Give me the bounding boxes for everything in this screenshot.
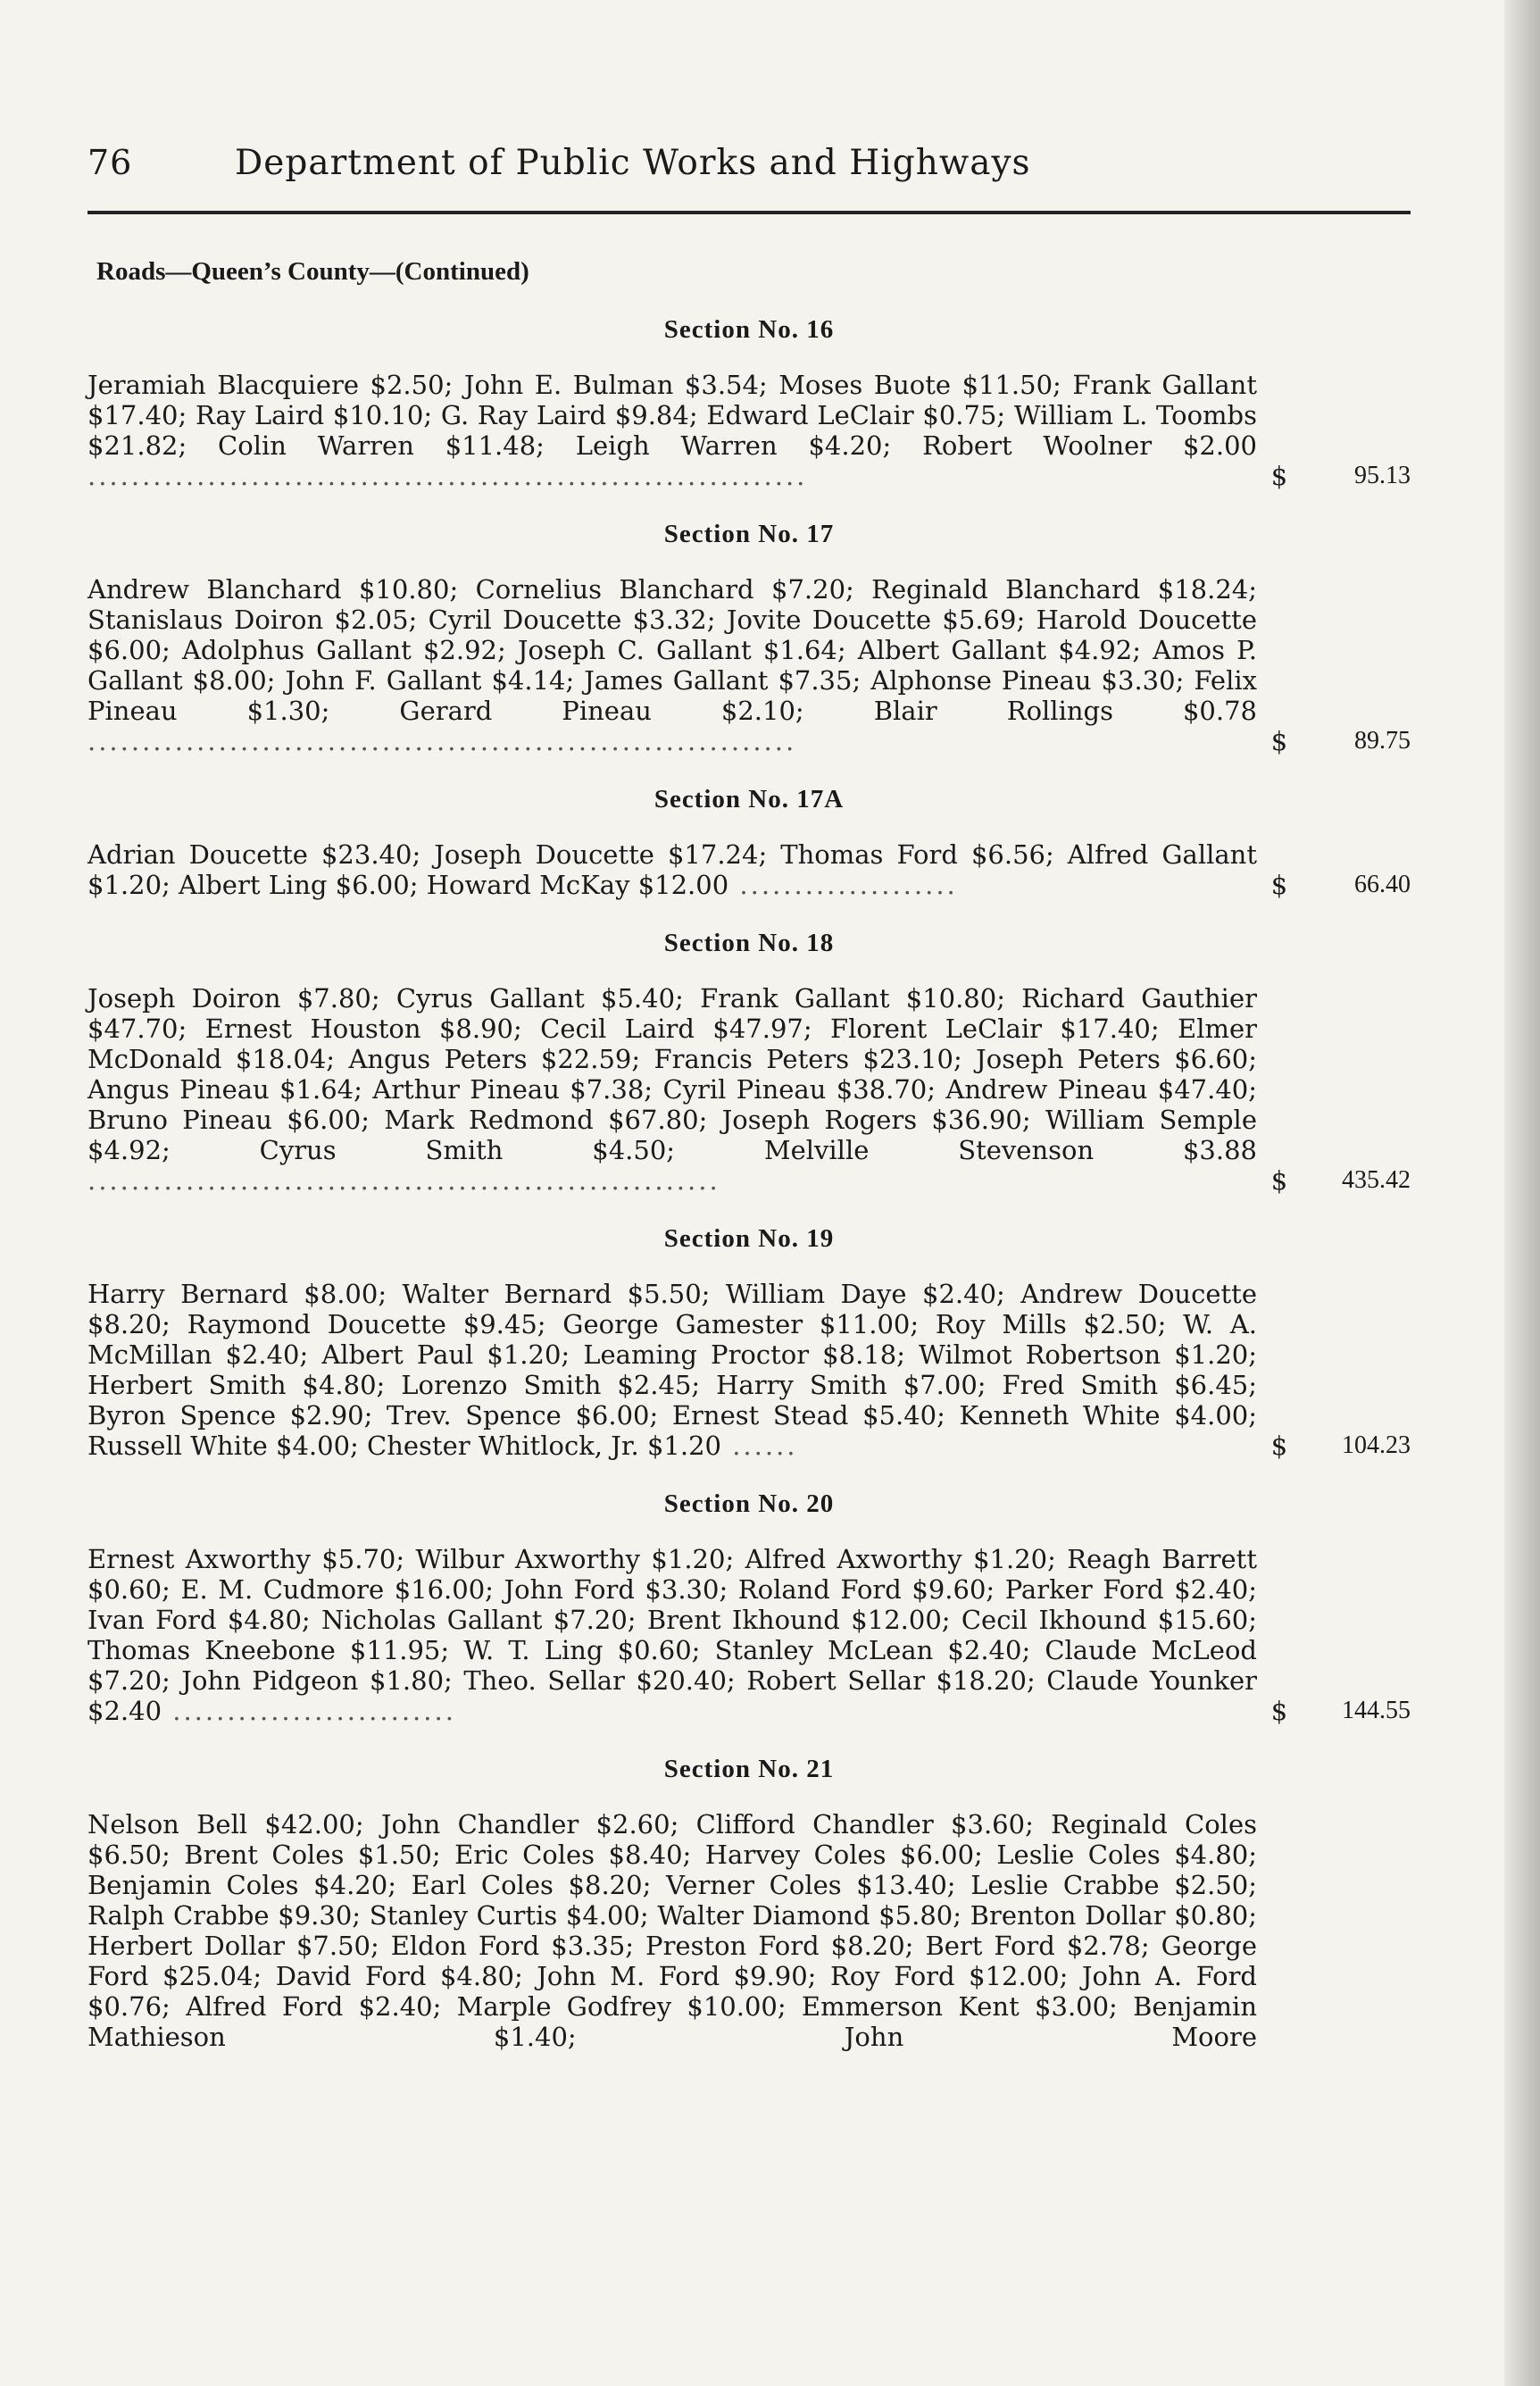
page-edge-shadow bbox=[1504, 0, 1540, 2386]
page-number: 76 bbox=[87, 143, 133, 182]
section-19-text: Harry Bernard $8.00; Walter Bernard $5.50; William Daye $2.40; Andrew Doucette $8.20; Raymond Doucette $9.45; George Gamester $11.00; Roy Mills $2.50; W. A. McMillan $2.40; Albert Paul $1.20; Leaming Proctor $8.18; Wilmot Robertson $1.20; Herbert Smith $4.80; Lorenzo Smith $2.45; Harry Smith $7.00; Fred Smith $6.45; Byron Spence $2.90; Trev. Spence $6.00; Ernest Stead $5.40; Kenneth White $4.00; Russell White $4.00; Chester Whitlock, Jr. $1.20 bbox=[87, 1279, 1257, 1461]
section-title-20: Section No. 20 bbox=[663, 1489, 835, 1518]
section-title-17: Section No. 17 bbox=[663, 520, 835, 548]
section-title-21: Section No. 21 bbox=[663, 1755, 835, 1783]
dot-leader: ................................................................. bbox=[87, 726, 797, 756]
section-title-19: Section No. 19 bbox=[663, 1224, 835, 1253]
section-18-entry bbox=[87, 983, 1411, 1196]
section-heading: Roads—Queen’s County—(Continued) bbox=[96, 257, 529, 286]
section-21-text: Nelson Bell $42.00; John Chandler $2.60; Clifford Chandler $3.60; Reginald Coles $6.50; Brent Coles $1.50; Eric Coles $8.40; Harvey Coles $6.00; Leslie Coles $4.80; Benjamin Coles $4.20; Earl Coles $8.20; Verner Coles $13.40; Leslie Crabbe $2.50; Ralph Crabbe $9.30; Stanley Curtis $4.00; Walter Diamond $5.80; Brenton Dollar $0.80; Herbert Dollar $7.50; Eldon Ford $3.35; Preston Ford $8.20; Bert Ford $2.78; George Ford $25.04; David Ford $4.80; John M. Ford $9.90; Roy Ford $12.00; John A. Ford $0.76; Alfred Ford $2.40; Marple Godfrey $10.00; Emmerson Kent $3.00; Benjamin Mathieson $1.40; John Moore bbox=[87, 1809, 1257, 2052]
dot-leader: .......................................................... bbox=[87, 1165, 720, 1196]
section-17a-entry bbox=[87, 839, 1411, 900]
section-17-entry bbox=[87, 574, 1411, 756]
section-17a-text: Adrian Doucette $23.40; Joseph Doucette $17.24; Thomas Ford $6.56; Alfred Gallant $1.20; Albert Ling $6.00; Howard McKay $12.00 bbox=[87, 839, 1257, 900]
document-page bbox=[87, 143, 1411, 2052]
section-title-17a: Section No. 17A bbox=[653, 785, 845, 813]
section-19-entry bbox=[87, 1279, 1411, 1461]
section-16-currency: $ bbox=[1270, 461, 1288, 491]
section-17a-currency: $ bbox=[1270, 870, 1288, 900]
dot-leader: .................................................................. bbox=[87, 461, 808, 491]
section-20-text: Ernest Axworthy $5.70; Wilbur Axworthy $1.20; Alfred Axworthy $1.20; Reagh Barrett $0.60; E. M. Cudmore $16.00; John Ford $3.30; Roland Ford $9.60; Parker Ford $2.40; Ivan Ford $4.80; Nicholas Gallant $7.20; Brent Ikhound $12.00; Cecil Ikhound $15.60; Thomas Kneebone $11.95; W. T. Ling $0.60; Stanley McLean $2.40; Claude McLeod $7.20; John Pidgeon $1.80; Theo. Sellar $20.40; Robert Sellar $18.20; Claude Younker $2.40 bbox=[87, 1544, 1257, 1726]
section-16-text: Jeramiah Blacquiere $2.50; John E. Bulman $3.54; Moses Buote $11.50; Frank Gallant $17.40; Ray Laird $10.10; G. Ray Laird $9.84; Edward LeClair $0.75; William L. Toombs $21.82; Colin Warren $11.48; Leigh Warren $4.20; Robert Woolner $2.00 bbox=[87, 370, 1257, 461]
section-20-currency: $ bbox=[1270, 1696, 1288, 1726]
section-21-entry bbox=[87, 1809, 1411, 2052]
section-17a-total: 66.40 bbox=[1354, 871, 1411, 898]
section-18-text: Joseph Doiron $7.80; Cyrus Gallant $5.40; Frank Gallant $10.80; Richard Gauthier $47.70; Ernest Houston $8.90; Cecil Laird $47.97; Florent LeClair $17.40; Elmer McDonald $18.04; Angus Peters $22.59; Francis Peters $23.10; Joseph Peters $6.60; Angus Pineau $1.64; Arthur Pineau $7.38; Cyril Pineau $38.70; Andrew Pineau $47.40; Bruno Pineau $6.00; Mark Redmond $67.80; Joseph Rogers $36.90; William Semple $4.92; Cyrus Smith $4.50; Melville Stevenson $3.88 bbox=[87, 983, 1257, 1165]
section-title-16: Section No. 16 bbox=[663, 315, 835, 344]
section-20-entry bbox=[87, 1544, 1411, 1726]
dot-leader: .................... bbox=[728, 870, 958, 900]
dot-leader: ...... bbox=[720, 1431, 798, 1461]
dot-leader: .......................... bbox=[162, 1696, 456, 1726]
section-19-currency: $ bbox=[1270, 1431, 1288, 1461]
running-title: Department of Public Works and Highways bbox=[235, 143, 1031, 183]
section-18-total: 435.42 bbox=[1342, 1166, 1411, 1194]
section-20-total: 144.55 bbox=[1342, 1697, 1411, 1724]
running-head bbox=[87, 143, 1411, 214]
section-16-total: 95.13 bbox=[1354, 462, 1411, 489]
section-17-total: 89.75 bbox=[1354, 727, 1411, 755]
section-16-entry bbox=[87, 370, 1411, 491]
section-title-18: Section No. 18 bbox=[663, 929, 835, 957]
section-19-total: 104.23 bbox=[1342, 1431, 1411, 1459]
section-18-currency: $ bbox=[1270, 1165, 1288, 1196]
section-17-currency: $ bbox=[1270, 726, 1288, 756]
section-17-text: Andrew Blanchard $10.80; Cornelius Blanchard $7.20; Reginald Blanchard $18.24; Stanislaus Doiron $2.05; Cyril Doucette $3.32; Jovite Doucette $5.69; Harold Doucette $6.00; Adolphus Gallant $2.92; Joseph C. Gallant $1.64; Albert Gallant $4.92; Amos P. Gallant $8.00; John F. Gallant $4.14; James Gallant $7.35; Alphonse Pineau $3.30; Felix Pineau $1.30; Gerard Pineau $2.10; Blair Rollings $0.78 bbox=[87, 574, 1257, 726]
